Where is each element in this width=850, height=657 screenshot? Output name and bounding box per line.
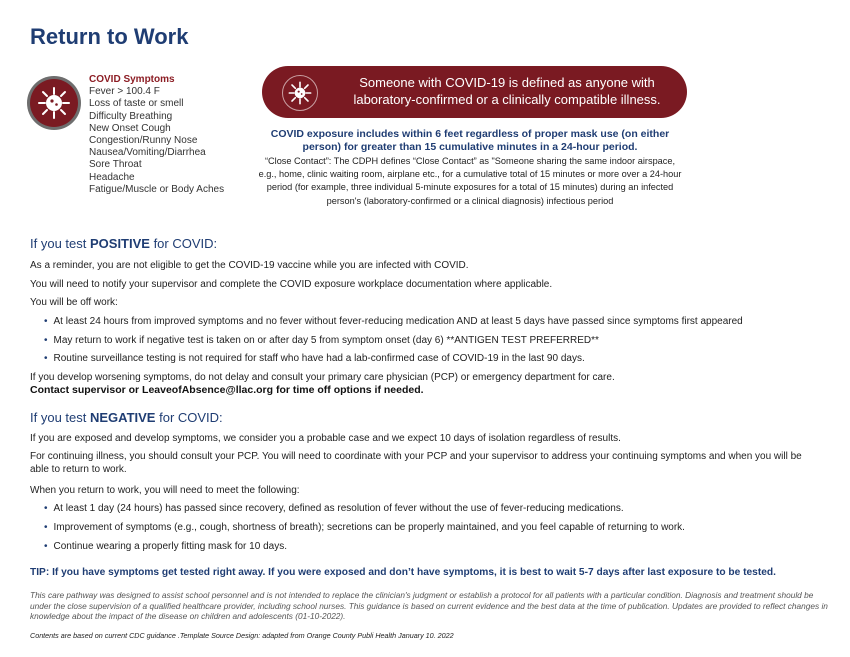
exposure-bold-text: COVID exposure includes within 6 feet regardless of proper mask use (on either person) for greater than 15 cumulative minutes in a 24-hour period. bbox=[270, 128, 670, 153]
footer-text: Contents are based on current CDC guidance .Template Source Design: adapted from Orange County Publi Health January 10. 2022 bbox=[30, 631, 454, 640]
symptom-item: Fever > 100.4 F bbox=[89, 86, 160, 98]
paragraph: You will be off work: bbox=[30, 297, 118, 308]
page-title: Return to Work bbox=[30, 24, 189, 49]
exposure-definition bbox=[255, 128, 685, 208]
negative-heading: If you test NEGATIVE for COVID: bbox=[30, 410, 223, 425]
symptom-item: Fatigue/Muscle or Body Aches bbox=[89, 183, 225, 195]
virus-icon bbox=[282, 75, 318, 111]
paragraph: If you develop worsening symptoms, do not delay and consult your primary care physician (PCP) or emergency department for care. bbox=[30, 372, 615, 383]
definition-banner bbox=[262, 66, 687, 118]
symptom-item: Headache bbox=[89, 171, 135, 183]
disclaimer-text: This care pathway was designed to assist school personnel and is not intended to replace the clinician's judgment or establish a protocol for all patients with a particular condition. Diagnosis and treatment should be under the close supervision of a qualified healthcare provider, including school nurses. This guidance is based on current evidence and the best data at the time of publication. Updates are provided to reflect changes in knowledge about the impact of the disease on children and adolescents (01-10-2022). bbox=[30, 590, 828, 621]
close-contact-text: “Close Contact”: The CDPH defines “Close Contact” as "Someone sharing the same indoor airspace, e.g., home, clinic waiting room, airplane etc., for a cumulative total of 15 minutes or more over a 24-hour period (for example, three individual 5-minute exposures for a total of 15 minutes) during an infected person's (laboratory-confirmed or a clinical diagnosis) infectious period bbox=[258, 156, 682, 206]
paragraph: You will need to notify your supervisor and complete the COVID exposure workplace documentation where applicable. bbox=[30, 279, 553, 290]
symptom-item: New Onset Cough bbox=[89, 122, 171, 134]
contact-line: Contact supervisor or LeaveofAbsence@llac.org for time off options if needed. bbox=[30, 384, 424, 396]
positive-heading: If you test POSITIVE for COVID: bbox=[30, 236, 218, 251]
list-item: • May return to work if negative test is taken on or after day 5 from symptom onset (day 6) **ANTIGEN TEST PREFERRED** bbox=[44, 335, 599, 346]
banner-text bbox=[332, 75, 682, 108]
paragraph: For continuing illness, you should consult your PCP. You will need to coordinate with your PCP and your supervisor to address your continuing symptoms and when you will be able to return to work. bbox=[30, 451, 802, 475]
paragraph: If you are exposed and develop symptoms, we consider you a probable case and we expect 10 days of isolation regardless of results. bbox=[30, 433, 621, 444]
paragraph: As a reminder, you are not eligible to get the COVID-19 vaccine while you are infected with COVID. bbox=[30, 260, 469, 271]
symptom-item: Nausea/Vomiting/Diarrhea bbox=[89, 147, 206, 159]
symptom-item: Difficulty Breathing bbox=[89, 110, 173, 122]
list-item: • Routine surveillance testing is not required for staff who have had a lab-confirmed case of COVID-19 in the last 90 days. bbox=[44, 353, 585, 364]
list-item: • Improvement of symptoms (e.g., cough, shortness of breath); secretions can be properly maintained, and you feel capable of returning to work. bbox=[44, 522, 685, 533]
symptoms-heading: COVID Symptoms bbox=[89, 74, 175, 85]
list-item: • Continue wearing a properly fitting mask for 10 days. bbox=[44, 541, 287, 552]
virus-icon bbox=[27, 76, 81, 130]
paragraph: When you return to work, you will need to meet the following: bbox=[30, 485, 300, 496]
symptom-item: Loss of taste or smell bbox=[89, 98, 184, 110]
symptoms-list bbox=[89, 74, 224, 196]
symptom-item: Sore Throat bbox=[89, 159, 142, 171]
symptom-item: Congestion/Runny Nose bbox=[89, 135, 198, 147]
list-item: • At least 1 day (24 hours) has passed since recovery, defined as resolution of fever without the use of fever-reducing medications. bbox=[44, 503, 624, 514]
banner-line: laboratory-confirmed or a clinically compatible illness. bbox=[353, 91, 661, 107]
list-item: • At least 24 hours from improved symptoms and no fever without fever-reducing medication AND at least 5 days have passed since symptoms first appeared bbox=[44, 316, 743, 327]
banner-line: Someone with COVID-19 is defined as anyone with bbox=[359, 75, 655, 90]
tip-text: TIP: If you have symptoms get tested right away. If you were exposed and don’t have symptoms, it is best to wait 5-7 days after last exposure to be tested. bbox=[30, 567, 776, 578]
